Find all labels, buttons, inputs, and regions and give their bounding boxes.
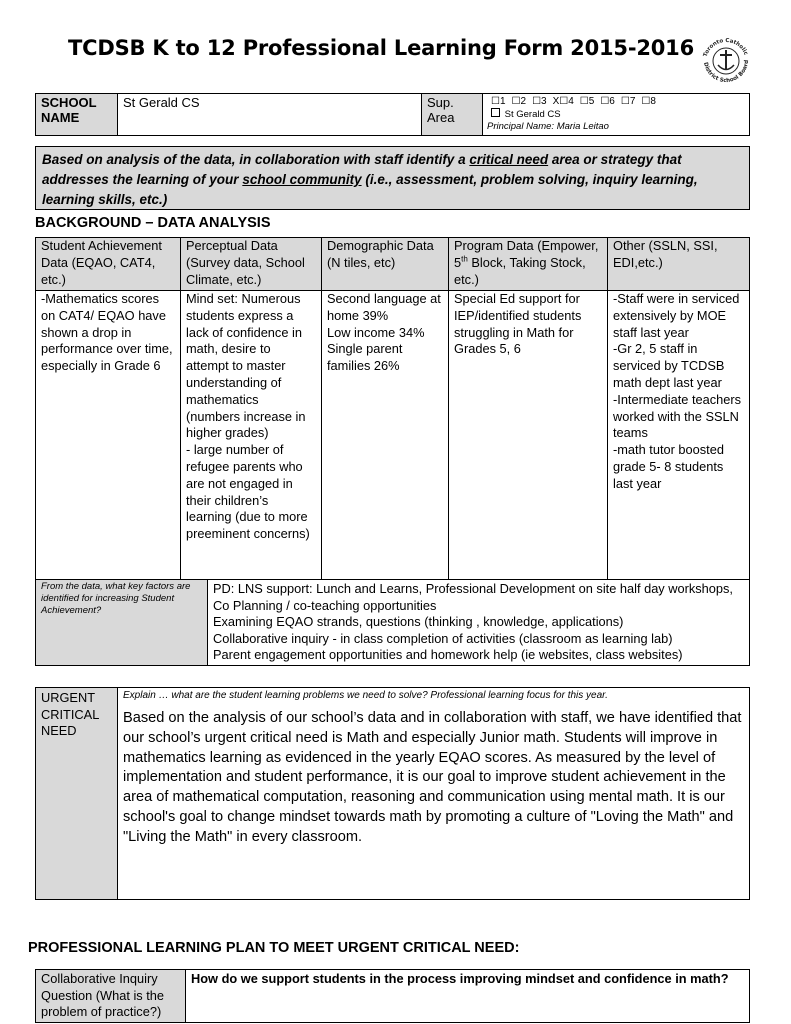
background-heading: BACKGROUND – DATA ANALYSIS [35,215,271,231]
instruction-text-3: (i.e., assessment, problem solving, inquiry learning, learning skills, etc.) [42,172,698,207]
school-info-table [35,93,750,136]
urgent-critical-need-cell [118,688,750,900]
col-header-demographic: Demographic Data (N tiles, etc) [322,238,449,291]
svg-text:Toronto Catholic: Toronto Catholic [702,37,749,58]
learning-plan-table [35,969,750,1023]
learning-plan-heading: PROFESSIONAL LEARNING PLAN TO MEET URGENT CRITICAL NEED: [28,940,520,956]
key-factors-table [35,579,750,666]
sup-area-label: Sup. Area [422,94,483,136]
data-analysis-table [35,237,750,580]
school-name-label: SCHOOL NAME [36,94,118,136]
col-header-other: Other (SSLN, SSI, EDI,etc.) [608,238,750,291]
instruction-text-1: Based on analysis of the data, in collaboration with staff identify a [42,152,470,167]
inquiry-question-text: How do we support students in the process improving mindset and confidence in math? [186,970,750,1023]
school-board-seal-logo [698,36,754,86]
school-name-value: St Gerald CS [118,94,422,136]
sup-area-checkbox-4[interactable]: X☐4 [552,96,574,107]
sup-area-checkbox-7[interactable]: ☐7 [620,96,636,107]
sup-area-checkbox-6[interactable]: ☐6 [600,96,615,107]
instruction-critical-need: critical need [469,152,549,167]
page-title: TCDSB K to 12 Professional Learning Form 2015-2016 [68,36,694,60]
principal-name: Principal Name: Maria Leitao [487,121,609,132]
urgent-critical-need-table [35,687,750,900]
sup-area-checkbox-5[interactable]: ☐5 [579,96,595,107]
col-student-achievement: -Mathematics scores on CAT4/ EQAO have shown a drop in performance over time, especially in Grade 6 [36,291,181,580]
col-header-perceptual: Perceptual Data (Survey data, School Climate, etc.) [181,238,322,291]
instruction-text-2: area or strategy that addresses the learning of your [42,152,682,187]
data-analysis-header-row [36,238,750,291]
urgent-critical-need-label: URGENT CRITICAL NEED [36,688,118,900]
school-checkbox-row [487,108,745,121]
school-checkbox[interactable] [491,108,500,117]
col-header-program: Program Data (Empower, 5th Block, Taking Stock, etc.) [449,238,608,291]
sup-area-checkbox-3[interactable]: ☐3 [532,96,547,107]
col-demographic: Second language at home 39% Low income 34% Single parent families 26% [322,291,449,580]
sup-area-checkbox-2[interactable]: ☐2 [511,96,527,107]
sup-area-cell [483,94,750,136]
key-factors-label: From the data, what key factors are identified for increasing Student Achievement? [36,580,208,666]
school-checkbox-label: St Gerald CS [504,109,561,120]
sup-area-checkbox-1[interactable]: ☐1 [491,96,506,107]
sup-area-checkboxes [487,95,745,108]
key-factors-text: PD: LNS support: Lunch and Learns, Professional Development on site half day workshops, Co Planning / co-teaching opportunities Examining EQAO strands, questions (thinking , knowledge, applications) Collaborative inquiry - in class completion of activities (classroom as learning lab) Parent engagement opportunities and homework help (ie websites, class websites) [208,580,750,666]
svg-text:District School Board: District School Board [702,59,751,85]
data-analysis-content-row [36,291,750,580]
urgent-explain-prompt: Explain … what are the student learning problems we need to solve? Professional learning focus for this year. [123,690,608,701]
sup-area-checkbox-8[interactable]: ☐8 [641,96,656,107]
col-program: Special Ed support for IEP/identified students struggling in Math for Grades 5, 6 [449,291,608,580]
instruction-banner [35,146,750,210]
inquiry-question-label: Collaborative Inquiry Question (What is the problem of practice?) [36,970,186,1023]
col-other: -Staff were in serviced extensively by MOE staff last year -Gr 2, 5 staff in serviced by TCDSB math dept last year -Intermediate teachers worked with the SSLN teams -math tutor boosted grade 5- 8 students last year [608,291,750,580]
col-perceptual: Mind set: Numerous students express a lack of confidence in math, desire to attempt to master understanding of mathematics (numbers increase in higher grades) - large number of refugee parents who are not engaged in their children’s learning (due to more preeminent concerns) [181,291,322,580]
urgent-critical-need-text: Based on the analysis of our school’s data and in collaboration with staff, we have identified that our school’s urgent critical need is Math and especially Junior math. Students will improve in mathematics learning as evidenced in the yearly EQAO scores. As measured by the level of implementation and student performance, it is our goal to improve student achievement in the area of mathematical computation, reasoning and communication using mental math. It is our school's goal to change mindset towards math by promoting a culture of "Loving the Math" and "Living the Math" in every classroom. [123,710,742,845]
col-header-student-achievement: Student Achievement Data (EQAO, CAT4, etc.) [36,238,181,291]
instruction-school-community: school community [242,172,362,187]
